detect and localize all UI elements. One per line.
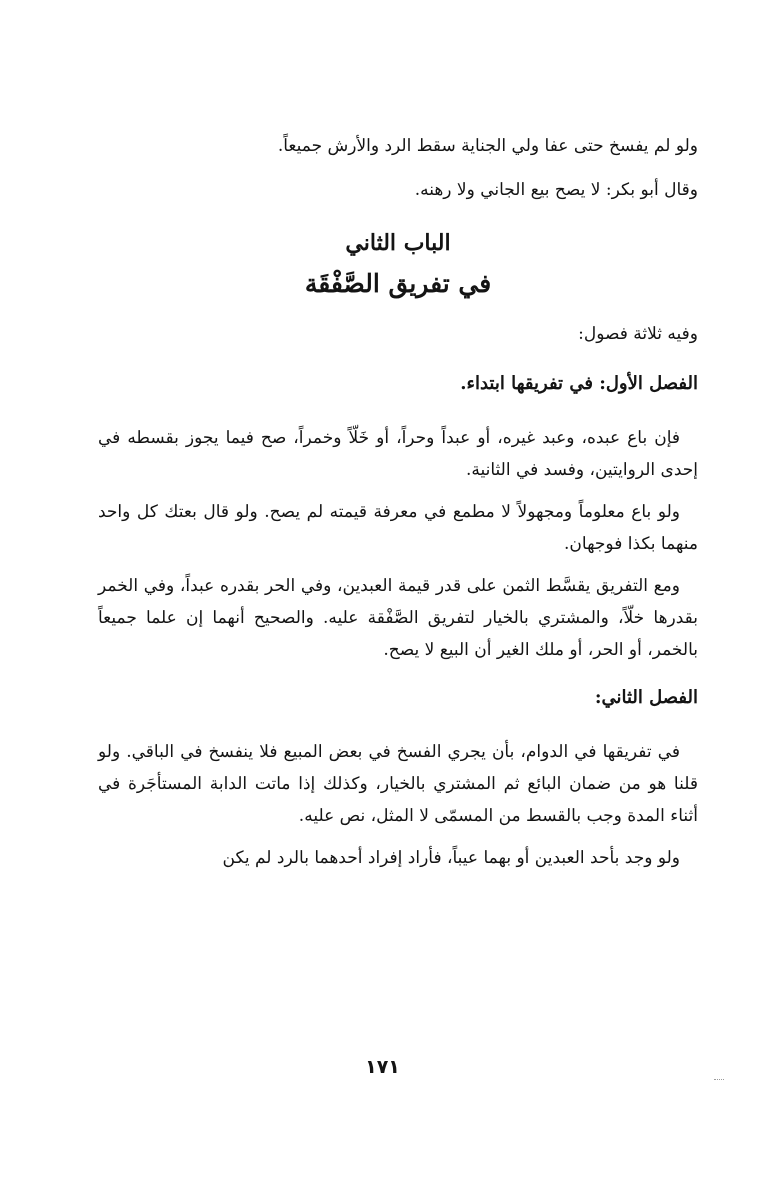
chapter-intro: وفيه ثلاثة فصول:	[578, 324, 698, 344]
page-number: ١٧١	[365, 1056, 400, 1078]
section-1-title: الفصل الأول: في تفريقها ابتداء.	[460, 373, 698, 394]
chapter-subtitle: في تفريق الصَّفْقَة	[304, 269, 492, 298]
intro-line-1: ولو لم يفسخ حتى عفا ولي الجناية سقط الرد والأرش جميعاً.	[277, 136, 698, 156]
intro-line-2: وقال أبو بكر: لا يصح بيع الجاني ولا رهنه.	[414, 180, 698, 200]
page-body	[98, 128, 698, 874]
section-1-paragraph-1: فإن باع عبده، وعبد غيره، أو عبداً وحراً، أو خَلّاً وخمراً، صح فيما يجوز بقسطه في إحدى الروايتين، وفسد في الثانية.	[98, 428, 698, 480]
scan-mark	[714, 1079, 724, 1081]
section-1-paragraph-3: ومع التفريق يقسَّط الثمن على قدر قيمة العبدين، وفي الحر بقدره عبداً، وفي الخمر بقدرها خلّاً، والمشتري بالخيار لتفريق الصَّفْقة عليه. والصحيح أنهما إن علما جميعاً بالخمر، أو الحر، أو ملك الغير أن البيع لا يصح.	[98, 576, 698, 660]
section-2-paragraph-2: ولو وجد بأحد العبدين أو بهما عيباً، فأراد إفراد أحدهما بالرد لم يكن	[222, 848, 680, 868]
section-2-paragraph-1: في تفريقها في الدوام، بأن يجري الفسخ في بعض المبيع فلا ينفسخ في الباقي. ولو قلنا هو من ضمان البائع ثم المشتري بالخيار، وكذلك إذا ماتت الدابة المستأجَرة في أثناء المدة وجب بالقسط من المسمّى لا المثل، نص عليه.	[98, 742, 698, 826]
section-1-paragraph-2: ولو باع معلوماً ومجهولاً لا مطمع في معرفة قيمته لم يصح. ولو قال بعتك كل واحد منهما بكذا فوجهان.	[98, 502, 698, 554]
chapter-title: الباب الثاني	[345, 230, 451, 256]
section-2-title: الفصل الثاني:	[594, 687, 698, 708]
